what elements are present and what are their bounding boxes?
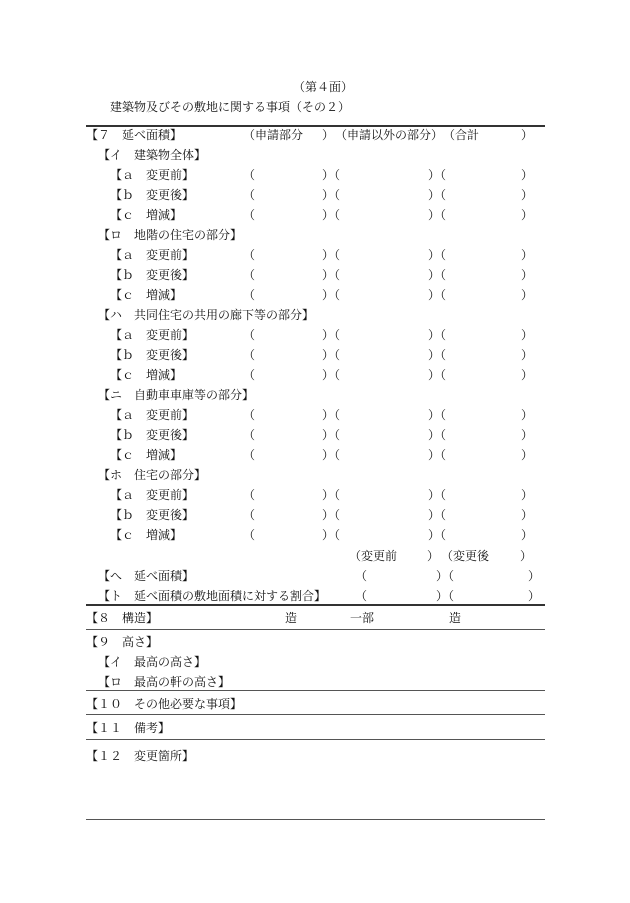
other-paren-close: ）（ [428, 508, 447, 522]
section-11-title: 【１１ 備考】 [86, 721, 171, 735]
other-paren-close: ）（ [428, 448, 447, 462]
other-paren-close: ）（ [428, 368, 447, 382]
total-paren-close: ） [521, 248, 534, 262]
row-label: 【ｃ 増減】 [110, 208, 183, 222]
he-mid: ）（ [436, 569, 455, 583]
he-before-open: （ [355, 569, 368, 583]
divider [86, 690, 545, 691]
total-paren-close: ） [521, 448, 534, 462]
applied-paren-close: ）（ [322, 268, 341, 282]
before-header: （変更前 [349, 549, 398, 563]
total-paren-close: ） [521, 528, 534, 542]
row-label: 【ｂ 変更後】 [110, 268, 195, 282]
row-label: 【ｃ 増減】 [110, 288, 183, 302]
other-paren-close: ）（ [428, 528, 447, 542]
row-label: 【ａ 変更前】 [110, 408, 195, 422]
row-label: 【ｂ 変更後】 [110, 348, 195, 362]
row-label: 【ｂ 変更後】 [110, 428, 195, 442]
applied-paren-close: ）（ [322, 488, 341, 502]
row-label: 【ａ 変更前】 [110, 248, 195, 262]
divider [86, 819, 545, 820]
applied-paren-close: ）（ [322, 328, 341, 342]
applied-paren-open: （ [243, 368, 256, 382]
applied-paren-open: （ [243, 188, 256, 202]
applied-paren-open: （ [243, 448, 256, 462]
other-paren-close: ）（ [428, 328, 447, 342]
row-label: 【ｂ 変更後】 [110, 188, 195, 202]
total-paren-close: ） [521, 508, 534, 522]
section-12-title: 【１２ 変更箇所】 [86, 749, 195, 763]
total-paren-close: ） [521, 348, 534, 362]
total-paren-close: ） [521, 408, 534, 422]
structure-zou-2: 造 [449, 611, 462, 625]
applied-paren-close: ）（ [322, 508, 341, 522]
col-applied-close: ） [322, 128, 335, 142]
row-label: 【ｃ 増減】 [110, 448, 183, 462]
row-label: 【ｃ 増減】 [110, 368, 183, 382]
page-number: （第４面） [293, 80, 354, 94]
applied-paren-open: （ [243, 428, 256, 442]
total-paren-close: ） [521, 488, 534, 502]
section-9-title: 【９ 高さ】 [86, 635, 159, 649]
other-paren-close: ）（ [428, 488, 447, 502]
applied-paren-open: （ [243, 208, 256, 222]
other-paren-close: ）（ [428, 168, 447, 182]
total-paren-close: ） [521, 188, 534, 202]
divider [86, 739, 545, 740]
col-other-header: （申請以外の部分） [335, 128, 444, 142]
applied-paren-open: （ [243, 168, 256, 182]
applied-paren-open: （ [243, 328, 256, 342]
to-mid: ）（ [436, 589, 455, 603]
divider [86, 125, 545, 127]
col-applied-header: （申請部分 [243, 128, 304, 142]
col-total-close: ） [521, 128, 534, 142]
other-paren-close: ）（ [428, 348, 447, 362]
total-paren-close: ） [521, 428, 534, 442]
section-10-title: 【１０ その他必要な事項】 [86, 697, 243, 711]
after-header: （変更後 [441, 549, 490, 563]
max-height-label: 【イ 最高の高さ】 [98, 655, 207, 669]
applied-paren-close: ）（ [322, 248, 341, 262]
applied-paren-close: ）（ [322, 448, 341, 462]
applied-paren-close: ）（ [322, 368, 341, 382]
divider [86, 604, 545, 606]
row-label: 【ａ 変更前】 [110, 328, 195, 342]
group-title: 【ロ 地階の住宅の部分】 [98, 228, 243, 242]
applied-paren-close: ）（ [322, 288, 341, 302]
divider [86, 629, 545, 630]
applied-paren-open: （ [243, 268, 256, 282]
form-heading: 建築物及びその敷地に関する事項（その２） [110, 100, 351, 114]
other-paren-close: ）（ [428, 288, 447, 302]
applied-paren-open: （ [243, 488, 256, 502]
applied-paren-open: （ [243, 508, 256, 522]
applied-paren-close: ）（ [322, 188, 341, 202]
other-paren-close: ）（ [428, 268, 447, 282]
section-7-title: 【７ 延べ面積】 [86, 128, 183, 142]
total-paren-close: ） [521, 268, 534, 282]
to-after-close: ） [528, 589, 541, 603]
row-label: 【ａ 変更前】 [110, 488, 195, 502]
applied-paren-close: ）（ [322, 528, 341, 542]
group-title: 【ニ 自動車車庫等の部分】 [98, 388, 255, 402]
he-label: 【へ 延べ面積】 [98, 569, 195, 583]
other-paren-close: ）（ [428, 188, 447, 202]
after-header-close: ） [520, 549, 533, 563]
other-paren-close: ）（ [428, 248, 447, 262]
total-paren-close: ） [521, 288, 534, 302]
applied-paren-open: （ [243, 248, 256, 262]
to-before-open: （ [355, 589, 368, 603]
other-paren-close: ）（ [428, 208, 447, 222]
group-title: 【イ 建築物全体】 [98, 148, 207, 162]
structure-ichibu: 一部 [350, 611, 375, 625]
divider [86, 714, 545, 715]
group-title: 【ホ 住宅の部分】 [98, 468, 207, 482]
he-after-close: ） [528, 569, 541, 583]
applied-paren-open: （ [243, 348, 256, 362]
other-paren-close: ）（ [428, 408, 447, 422]
max-eave-height-label: 【ロ 最高の軒の高さ】 [98, 675, 231, 689]
total-paren-close: ） [521, 368, 534, 382]
applied-paren-open: （ [243, 528, 256, 542]
applied-paren-open: （ [243, 288, 256, 302]
applied-paren-close: ）（ [322, 428, 341, 442]
col-total-header: （合計 [443, 128, 480, 142]
other-paren-close: ）（ [428, 428, 447, 442]
row-label: 【ｃ 増減】 [110, 528, 183, 542]
applied-paren-close: ）（ [322, 168, 341, 182]
before-header-close: ） [427, 549, 440, 563]
to-label: 【ト 延べ面積の敷地面積に対する割合】 [98, 589, 327, 603]
group-title: 【ハ 共同住宅の共用の廊下等の部分】 [98, 308, 315, 322]
total-paren-close: ） [521, 208, 534, 222]
row-label: 【ｂ 変更後】 [110, 508, 195, 522]
row-label: 【ａ 変更前】 [110, 168, 195, 182]
total-paren-close: ） [521, 328, 534, 342]
applied-paren-close: ）（ [322, 348, 341, 362]
section-8-title: 【８ 構造】 [86, 611, 159, 625]
applied-paren-close: ）（ [322, 208, 341, 222]
structure-zou-1: 造 [285, 611, 298, 625]
total-paren-close: ） [521, 168, 534, 182]
applied-paren-open: （ [243, 408, 256, 422]
applied-paren-close: ）（ [322, 408, 341, 422]
